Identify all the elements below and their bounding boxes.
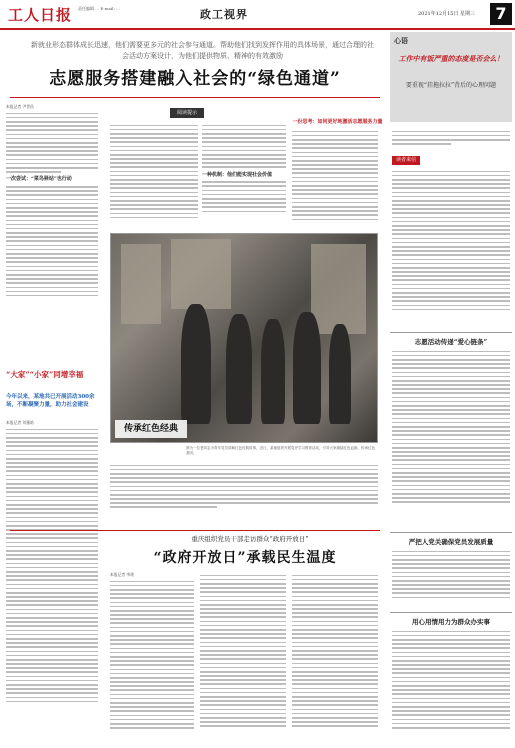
sidebar-divider-2 — [390, 532, 512, 533]
second-story-rule — [10, 530, 380, 531]
left-story-kicker: “大家”“小家”同增幸福 — [6, 370, 84, 379]
lead-subhead-2: 一种机制：他们能实现社会价值 — [202, 171, 273, 178]
left-story-body — [6, 420, 98, 745]
sidebar-divider-1 — [390, 332, 512, 333]
heart-words-label: 心语 — [394, 36, 408, 45]
lead-byline: 本报记者 尹世昌 — [6, 104, 34, 109]
sidebar-letter-2 — [392, 348, 510, 528]
photo-label: 传承红色经典 — [115, 420, 187, 438]
second-story-column-1 — [110, 572, 194, 746]
lead-column-2 — [110, 122, 198, 230]
second-story-column-3 — [292, 572, 378, 746]
left-story-title: 今年以来，某地共已开展活动300余场，不断凝聚力量，助力社会建设 — [6, 394, 95, 408]
news-photo — [110, 233, 378, 443]
sidebar-intro-text — [392, 128, 510, 152]
sidebar-headline-2: 严把人党关确保党员发展质量 — [408, 538, 494, 546]
photo-caption: 图为一位老同志为青年党员讲解红色经典故事，近日，某地组织开展党史学习教育活动，引导大家赓续红色血脉，传承红色基因。 — [186, 446, 375, 455]
lead-column-4 — [292, 128, 378, 230]
lead-column-3 — [202, 122, 286, 230]
lead-kicker: 新就业形态群体成长迅速，他们需要更多元的社会参与通道。帮助他们找到发挥作用的具体场景，通过合理的社会活动方案设计，为他们提供物质、精神的有效激励 — [31, 41, 374, 60]
reading-tip-banner: 阅读提示 — [170, 108, 204, 118]
second-story-kicker: 重庆组织党员干部走访群众“政府开放日” — [191, 535, 309, 543]
right-column-title: 一份思考：如何更好地激活志愿服务力量 — [292, 119, 383, 125]
sidebar-headline-1: 志愿活动传递“爱心链条” — [414, 338, 488, 346]
lead-subhead-1: 一次尝试：“菜鸟驿站”也行动 — [6, 176, 72, 183]
issue-date: 2021年12月15日 星期三 — [418, 11, 476, 17]
sidebar-divider-3 — [390, 612, 512, 613]
masthead: 工人日报 — [8, 6, 73, 24]
headline-rule — [10, 97, 380, 98]
lead-column-5 — [110, 462, 378, 526]
sidebar-letter-3 — [392, 548, 510, 608]
second-story-column-2 — [200, 572, 286, 746]
masthead-info: 责任编辑 ... E-mail: ... — [78, 6, 120, 11]
section-title: 政工视界 — [200, 8, 248, 21]
sidebar-headline-3: 用心用情用力为群众办实事 — [412, 618, 490, 626]
right-sidebar — [390, 32, 515, 748]
second-story-byline: 本报记者 李瑶 — [110, 572, 134, 577]
heart-words-subtitle: 要重视“挂拖拉拉”背后的心理问题 — [405, 82, 497, 89]
lead-column-1 — [6, 104, 98, 366]
sidebar-letter-1 — [392, 168, 510, 328]
second-story-headline: “政府开放日”承载民生温度 — [153, 550, 337, 566]
left-story-byline: 本报记者 刘雅晗 — [6, 420, 34, 425]
heart-words-title: 工作中有饭严重的态度是否会么！ — [398, 54, 504, 63]
page-header — [0, 0, 515, 30]
heart-words-box — [390, 32, 512, 122]
page-number: 7 — [490, 3, 512, 25]
reader-letters-tag: 读者来信 — [392, 156, 420, 165]
sidebar-letter-4 — [392, 628, 510, 746]
main-headline: 志愿服务搭建融入社会的“绿色通道” — [49, 69, 341, 89]
